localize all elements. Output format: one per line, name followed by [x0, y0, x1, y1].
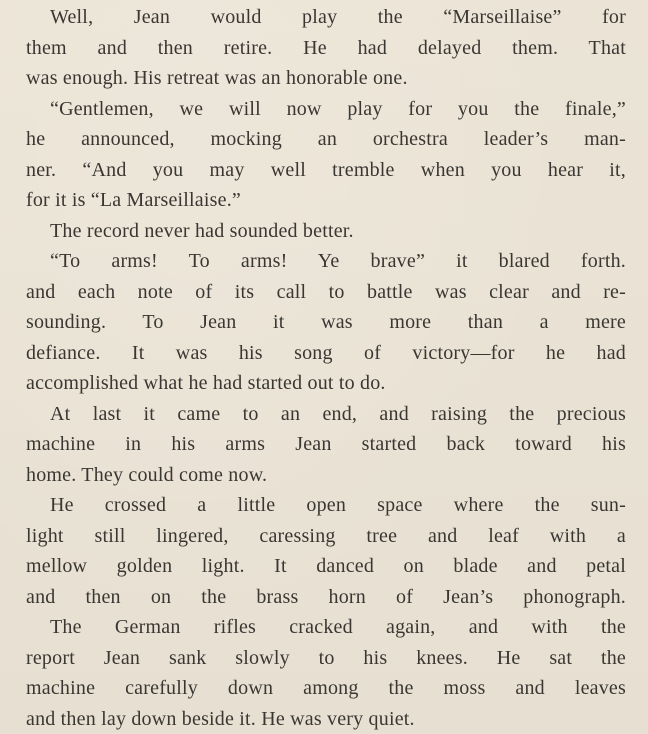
text-line: The German rifles cracked again, and with the: [26, 612, 626, 643]
text-line: machine in his arms Jean started back toward his: [26, 429, 626, 460]
text-line: defiance. It was his song of victory—for he had: [26, 338, 626, 369]
text-line: mellow golden light. It danced on blade and petal: [26, 551, 626, 582]
text-line: At last it came to an end, and raising the precious: [26, 399, 626, 430]
text-line: and then lay down beside it. He was very quiet.: [26, 704, 626, 734]
text-line: and then on the brass horn of Jean’s phonograph.: [26, 582, 626, 613]
text-line: sounding. To Jean it was more than a mere: [26, 307, 626, 338]
text-line: was enough. His retreat was an honorable one.: [26, 63, 626, 94]
text-line: “To arms! To arms! Ye brave” it blared forth.: [26, 246, 626, 277]
text-line: he announced, mocking an orchestra leader’s man-: [26, 124, 626, 155]
text-line: The record never had sounded better.: [26, 216, 626, 247]
text-line: for it is “La Marseillaise.”: [26, 185, 626, 216]
text-line: Well, Jean would play the “Marseillaise” for: [26, 2, 626, 33]
text-line: home. They could come now.: [26, 460, 626, 491]
text-line: ner. “And you may well tremble when you hear it,: [26, 155, 626, 186]
text-line: them and then retire. He had delayed them. That: [26, 33, 626, 64]
text-line: He crossed a little open space where the sun-: [26, 490, 626, 521]
text-line: machine carefully down among the moss and leaves: [26, 673, 626, 704]
text-line: and each note of its call to battle was clear and re-: [26, 277, 626, 308]
text-line: accomplished what he had started out to do.: [26, 368, 626, 399]
text-line: light still lingered, caressing tree and leaf with a: [26, 521, 626, 552]
text-line: report Jean sank slowly to his knees. He sat the: [26, 643, 626, 674]
story-text: [26, 2, 626, 734]
text-line: “Gentlemen, we will now play for you the finale,”: [26, 94, 626, 125]
